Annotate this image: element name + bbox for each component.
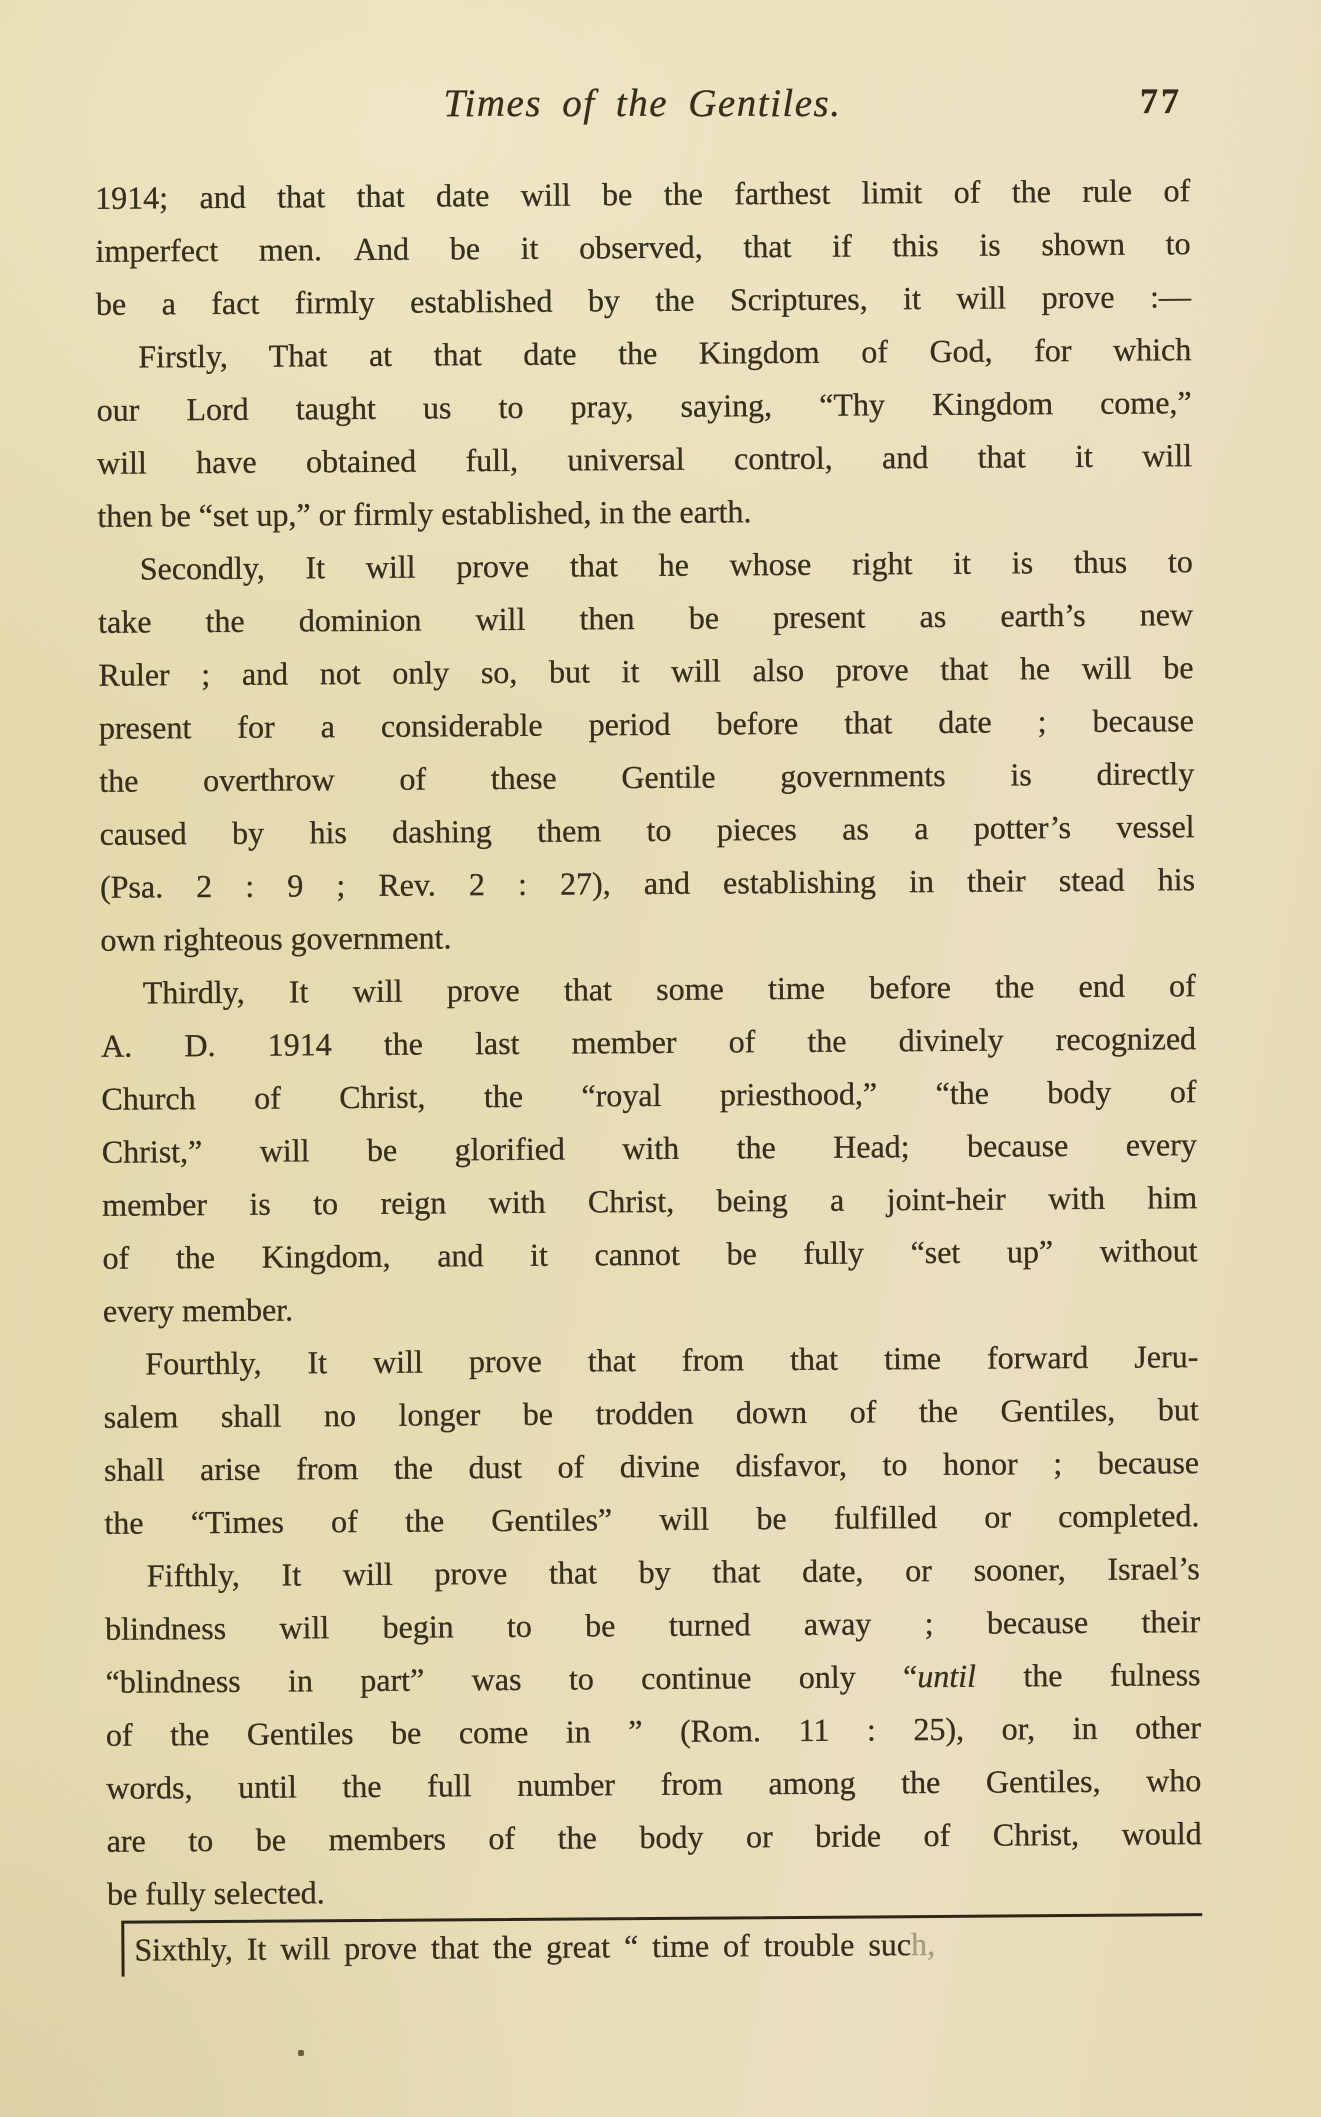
text-segment: caused by his dashing them to pieces as a potter’s vessel: [99, 808, 1195, 852]
text-segment: present for a considerable period before that date ; because: [98, 702, 1194, 746]
text-line: [102, 1171, 1197, 1232]
text-segment: every member.: [102, 1291, 294, 1329]
text-segment: Firstly, That at that date the Kingdom of God, for which: [138, 331, 1192, 375]
text-line: [97, 482, 1192, 543]
text-segment: our Lord taught us to pray, saying, “Thy Kingdom come,”: [96, 384, 1192, 428]
text-segment: own righteous government.: [100, 919, 452, 958]
text-line: [106, 1807, 1201, 1868]
text-line: [97, 429, 1192, 490]
text-segment: blindness will begin to be turned away ; because their: [105, 1603, 1201, 1647]
text-line-annotated: [121, 1913, 1202, 1977]
text-segment: salem shall no longer be trodden down of the Gentiles, but: [103, 1391, 1199, 1435]
text-line: [101, 1065, 1196, 1126]
text-line: [98, 535, 1193, 596]
text-segment: Christ,” will be glorified with the Head; because every: [101, 1126, 1197, 1170]
text-line: [95, 217, 1190, 278]
text-segment: be a fact firmly established by the Scriptures, it will prove :—: [95, 278, 1192, 322]
text-segment: h,: [910, 1926, 936, 1963]
text-line: [98, 588, 1193, 649]
italic-word: until: [917, 1657, 977, 1695]
text-segment: imperfect men. And be it observed, that if this is shown to: [95, 225, 1191, 269]
text-segment: the “Times of the Gentiles” will be fulfilled or completed.: [104, 1497, 1200, 1541]
text-segment: Thirdly, It will prove that some time before the end of: [142, 967, 1196, 1011]
text-segment: words, until the full number from among the Gentiles, who: [106, 1762, 1202, 1806]
text-line: [101, 959, 1196, 1020]
text-segment: will have obtained full, universal control, and that it will: [96, 437, 1193, 481]
text-line: [95, 164, 1190, 225]
text-segment: Sixthly, It will prove that the great “ time of trouble suc: [134, 1926, 912, 1968]
text-line: [96, 376, 1191, 437]
running-head: [95, 78, 1190, 130]
text-segment: of the Gentiles be come in ” (Rom. 11 : 25), or, in other: [105, 1709, 1202, 1753]
text-line: [101, 1012, 1196, 1073]
text-line: [102, 1224, 1197, 1285]
text-segment: Fourthly, It will prove that from that time forward Jeru-: [145, 1338, 1199, 1382]
text-segment: Secondly, It will prove that he whose right it is thus to: [139, 543, 1193, 587]
text-line: [100, 906, 1195, 967]
text-segment: shall arise from the dust of divine disfavor, to honor ; because: [103, 1444, 1200, 1488]
running-head-title: Times of the Gentiles.: [443, 82, 842, 125]
body-text: [95, 164, 1203, 1977]
text-segment: A. D. 1914 the last member of the divinely recognized: [100, 1020, 1197, 1064]
text-segment: the overthrow of these Gentile governments is directly: [99, 755, 1195, 799]
text-line: [106, 1701, 1201, 1762]
text-segment: take the dominion will then be present as earth’s new: [98, 596, 1194, 640]
text-line: [105, 1542, 1200, 1603]
text-line: [99, 747, 1194, 808]
text-segment: Fifthly, It will prove that by that date, or sooner, Israel’s: [146, 1550, 1200, 1594]
text-line: [104, 1383, 1199, 1444]
text-segment: then be “set up,” or firmly established, in the earth.: [97, 493, 752, 534]
text-segment: be fully selected.: [106, 1874, 325, 1912]
text-segment: are to be members of the body or bride of Christ, would: [106, 1815, 1202, 1859]
text-segment: member is to reign with Christ, being a joint-heir with him: [102, 1179, 1198, 1223]
text-line: [99, 694, 1194, 755]
text-line: [105, 1648, 1200, 1709]
text-segment: 1914; and that that date will be the farthest limit of the rule of: [95, 172, 1191, 216]
text-line: [105, 1595, 1200, 1656]
text-line: [96, 323, 1191, 384]
text-line: [103, 1277, 1198, 1338]
ink-speck: [298, 2050, 304, 2056]
text-line: [104, 1436, 1199, 1497]
text-segment: Ruler ; and not only so, but it will also prove that he will be: [98, 649, 1194, 693]
text-line: [107, 1860, 1202, 1921]
page-number: 77: [1140, 81, 1182, 121]
text-line: [106, 1754, 1201, 1815]
text-segment: “blindness in part” was to continue only “: [105, 1658, 918, 1700]
text-segment: of the Kingdom, and it cannot be fully “set up” without: [102, 1232, 1198, 1276]
text-segment: (Psa. 2 : 9 ; Rev. 2 : 27), and establishing in their stead his: [99, 861, 1196, 905]
text-line: [98, 641, 1193, 702]
text-segment: Church of Christ, the “royal priesthood,” “the body of: [101, 1073, 1197, 1117]
text-line: [99, 800, 1194, 861]
text-line: [96, 270, 1191, 331]
text-line: [100, 853, 1195, 914]
text-line: [104, 1489, 1199, 1550]
text-segment: the fulness: [975, 1656, 1201, 1694]
text-line: [103, 1330, 1198, 1391]
text-line: [102, 1118, 1197, 1179]
